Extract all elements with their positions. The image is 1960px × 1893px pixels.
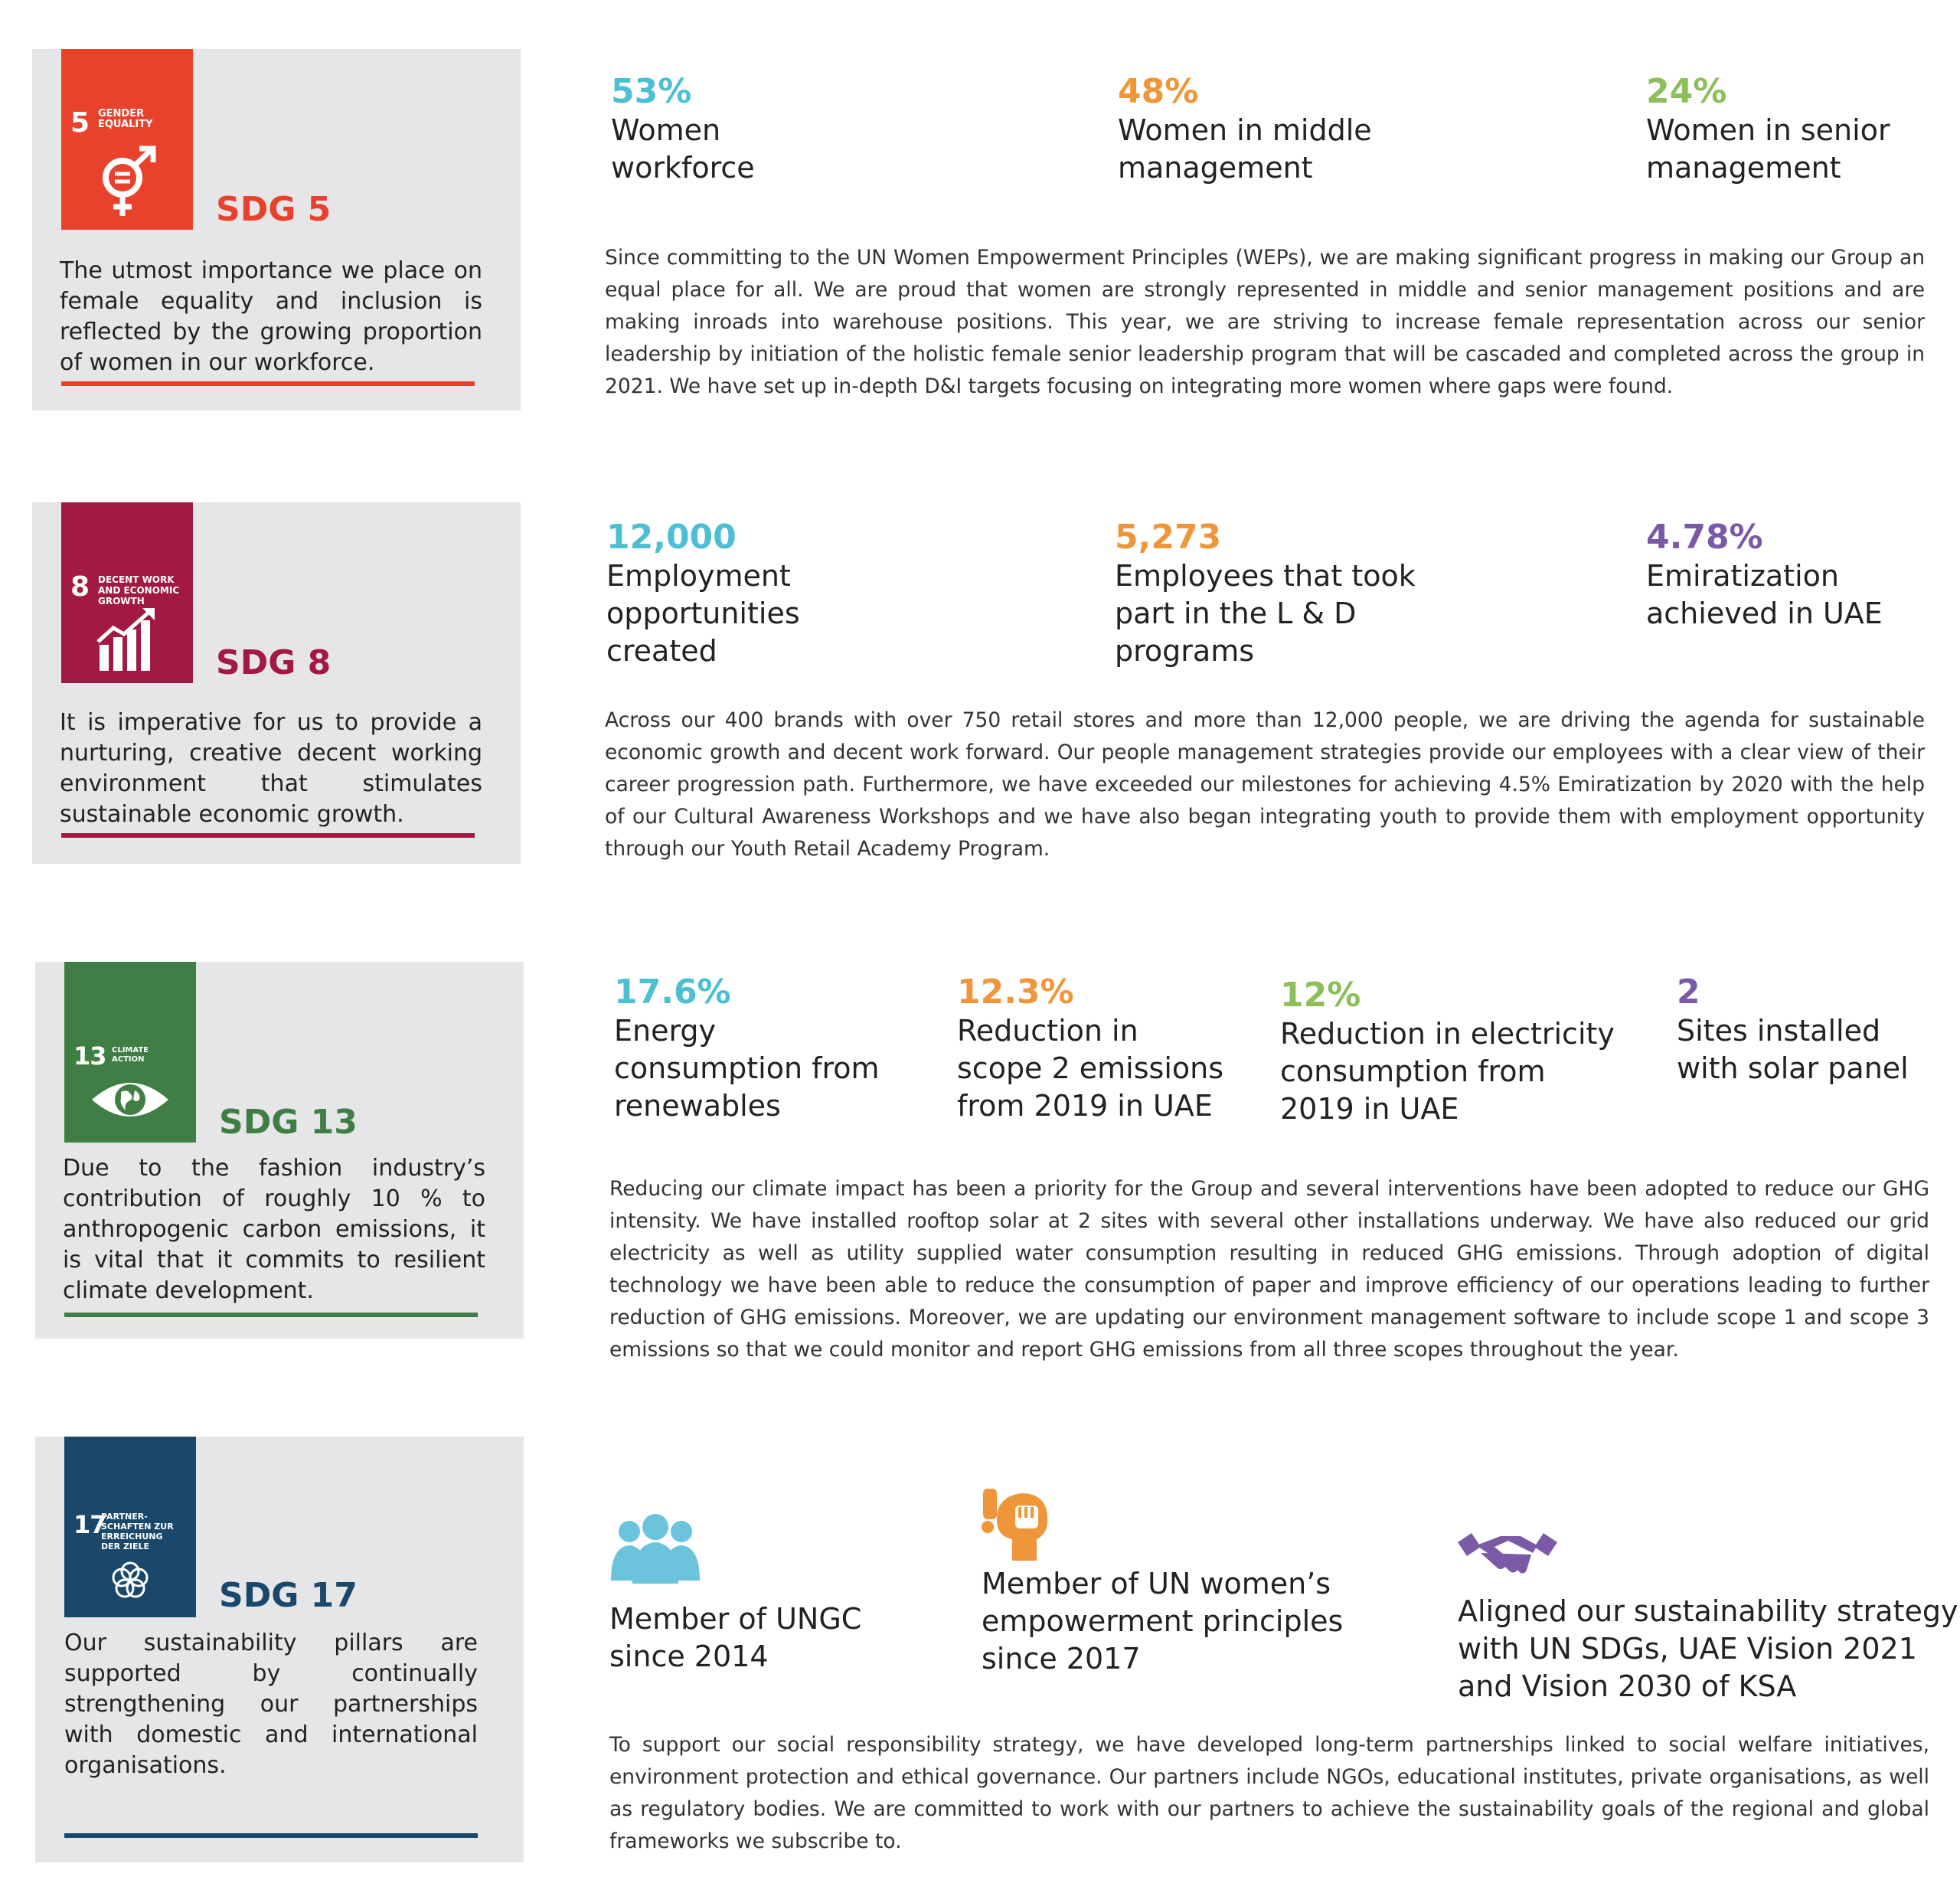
stat-value: 48% <box>1118 72 1199 111</box>
stat-value: 12.3% <box>957 973 1074 1012</box>
eye-globe-icon <box>90 1077 170 1123</box>
stat-label: Emiratization <box>1646 559 1839 593</box>
stat-label: Energy <box>614 1014 717 1048</box>
sdg13-badge <box>64 962 196 1143</box>
sdg13-badge-text: CLIMATE ACTION <box>112 1046 149 1064</box>
stat-label: Reduction in <box>957 1014 1138 1048</box>
stat-label: empowerment principles <box>982 1604 1344 1638</box>
stat-label: part in the L & D <box>1115 597 1357 630</box>
sdg8-badge-text: DECENT WORK AND ECONOMIC GROWTH <box>98 574 180 606</box>
people-group-icon <box>609 1510 701 1584</box>
stat-label: renewables <box>614 1089 781 1123</box>
sdg8-underline <box>61 833 475 838</box>
sdg13-description: Due to the fashion industry’s contribution of roughly 10 % to anthropogenic carbon emissions, it is vital that it commits to resilient climate development. <box>63 1155 485 1304</box>
stat-label: Aligned our sustainability strategy <box>1458 1594 1958 1628</box>
sdg5-stat-women-workforce <box>611 72 755 187</box>
sdg13-stat-scope2 <box>957 973 1223 1125</box>
stat-label: with solar panel <box>1677 1051 1909 1085</box>
sdg8-badge <box>61 502 193 683</box>
gender-equality-icon <box>100 145 161 219</box>
sdg5-badge <box>61 49 193 230</box>
stat-value: 24% <box>1646 72 1727 111</box>
stat-value: 53% <box>611 72 692 111</box>
sdg5-card <box>32 49 521 410</box>
sdg8-card <box>32 502 521 864</box>
stat-label: Reduction in electricity <box>1280 1017 1615 1051</box>
stat-value: 5,273 <box>1115 518 1222 557</box>
sdg17-badge-number: 17 <box>74 1510 106 1539</box>
sdg5-title: SDG 5 <box>216 190 332 229</box>
stat-label: consumption from <box>614 1051 880 1085</box>
sdg17-badge <box>64 1437 196 1617</box>
stat-value: 12% <box>1280 976 1361 1015</box>
sdg5-stat-senior-management <box>1646 72 1890 187</box>
stat-label: workforce <box>611 151 755 185</box>
sdg13-badge-number: 13 <box>74 1041 106 1071</box>
sdg17-card <box>35 1437 524 1862</box>
flower-rings-icon <box>109 1559 152 1602</box>
stat-label: programs <box>1115 634 1255 668</box>
stat-label: Women in middle <box>1118 113 1372 147</box>
sdg13-card <box>35 962 524 1339</box>
handshake-icon <box>1458 1532 1557 1578</box>
stat-label: Women <box>611 113 721 147</box>
stat-label: Member of UNGC <box>609 1602 862 1636</box>
sdg17-item-weps <box>982 1486 1343 1678</box>
stat-label: Employment <box>606 559 791 593</box>
sdg13-stat-renewables <box>614 973 880 1125</box>
sdg8-stat-ld-programs <box>1115 518 1416 670</box>
stat-label: achieved in UAE <box>1646 597 1883 630</box>
sdg17-item-sdg-alignment <box>1458 1532 1958 1705</box>
sdg8-badge-number: 8 <box>70 571 90 603</box>
sdg17-item-ungc <box>609 1510 861 1676</box>
stat-value: 2 <box>1677 973 1700 1012</box>
stat-label: created <box>606 634 717 668</box>
sdg17-underline <box>64 1833 478 1838</box>
stat-label: consumption from <box>1280 1054 1546 1088</box>
sdg13-stat-electricity <box>1280 976 1615 1128</box>
stat-label: Employees that took <box>1115 559 1416 593</box>
stat-label: Sites installed <box>1677 1014 1881 1048</box>
sdg13-title: SDG 13 <box>219 1103 358 1142</box>
stat-label: scope 2 emissions <box>957 1051 1224 1085</box>
sdg5-description: The utmost importance we place on female equality and inclusion is reflected by the growing proportion of women in our workforce. <box>60 257 482 376</box>
sdg13-underline <box>64 1313 478 1317</box>
stat-value: 4.78% <box>1646 518 1763 557</box>
stat-label: since 2014 <box>609 1640 769 1673</box>
sdg17-badge-text: PARTNER-SCHAFTEN ZUR ERREICHUNG DER ZIELE <box>101 1512 174 1551</box>
sdg17-description: Our sustainability pillars are supported by continually strengthening our partnerships with domestic and international organisations. <box>64 1630 478 1779</box>
sdg5-paragraph: Since committing to the UN Women Empowerment Principles (WEPs), we are making significant progress in making our Group an equal place for all. We are proud that women are strongly represented in middle and senior management positions and are making inroads into warehouse positions. This year, we are striving to increase female representation across our senior leadership by initiation of the holistic female senior leadership program that will be cascaded and completed across the group in 2021. We have set up in-depth D&I targets focusing on integrating more women where gaps were found. <box>605 246 1925 398</box>
stat-label: with UN SDGs, UAE Vision 2021 <box>1458 1632 1917 1666</box>
sdg8-stat-employment <box>606 518 800 670</box>
stat-label: from 2019 in UAE <box>957 1089 1213 1123</box>
sdg8-description: It is imperative for us to provide a nurturing, creative decent working environment that stimulates sustainable economic growth. <box>60 709 482 828</box>
sdg8-stat-emiratization <box>1646 518 1883 633</box>
sdg17-title: SDG 17 <box>219 1576 358 1615</box>
stat-label: Member of UN women’s <box>982 1567 1331 1600</box>
sdg5-underline <box>61 381 475 386</box>
stat-label: since 2017 <box>982 1642 1141 1676</box>
stat-label: management <box>1118 151 1313 185</box>
sdg5-stat-middle-management <box>1118 72 1372 187</box>
stat-label: opportunities <box>606 597 800 630</box>
stat-value: 17.6% <box>614 973 731 1012</box>
sdg17-paragraph: To support our social responsibility strategy, we have developed long-term partnerships linked to social welfare initiatives, environment protection and ethical governance. Our partners include NGOs, educational institutes, private organisations, as well as regulatory bodies. We are committed to work with our partners to achieve the sustainability goals of the regional and global frameworks we subscribe to. <box>609 1733 1929 1853</box>
sdg13-stat-solar <box>1677 973 1909 1087</box>
stat-label: management <box>1646 151 1841 185</box>
stat-label: Women in senior <box>1646 113 1890 147</box>
sdg5-badge-text: GENDER EQUALITY <box>98 108 153 130</box>
stat-value: 12,000 <box>606 518 737 557</box>
sdg5-badge-number: 5 <box>70 107 90 139</box>
sdg13-paragraph: Reducing our climate impact has been a priority for the Group and several interventions have been adopted to reduce our GHG intensity. We have installed rooftop solar at 2 sites with several other installations underway. We have also reduced our grid electricity as well as utility supplied water consumption resulting in reduced GHG emissions. Through adoption of digital technology we have been able to reduce the consumption of paper and improve efficiency of our operations leading to further reduction of GHG emissions. Moreover, we are updating our environment management software to include scope 1 and scope 3 emissions so that we could monitor and report GHG emissions from all three scopes throughout the year. <box>609 1177 1929 1362</box>
stat-label: and Vision 2030 of KSA <box>1458 1669 1797 1703</box>
sdg8-title: SDG 8 <box>216 643 332 682</box>
raised-fist-woman-icon <box>982 1486 1058 1562</box>
sdg8-paragraph: Across our 400 brands with over 750 retail stores and more than 12,000 people, we are driving the agenda for sustainable economic growth and decent work forward. Our people management strategies provide our employees with a clear view of their career progression path. Furthermore, we have exceeded our milestones for achieving 4.5% Emiratization by 2020 with the help of our Cultural Awareness Workshops and we have also began integrating youth to provide them with employment opportunity through our Youth Retail Academy Program. <box>605 708 1925 861</box>
stat-label: 2019 in UAE <box>1280 1092 1459 1126</box>
growth-chart-icon <box>96 606 158 672</box>
